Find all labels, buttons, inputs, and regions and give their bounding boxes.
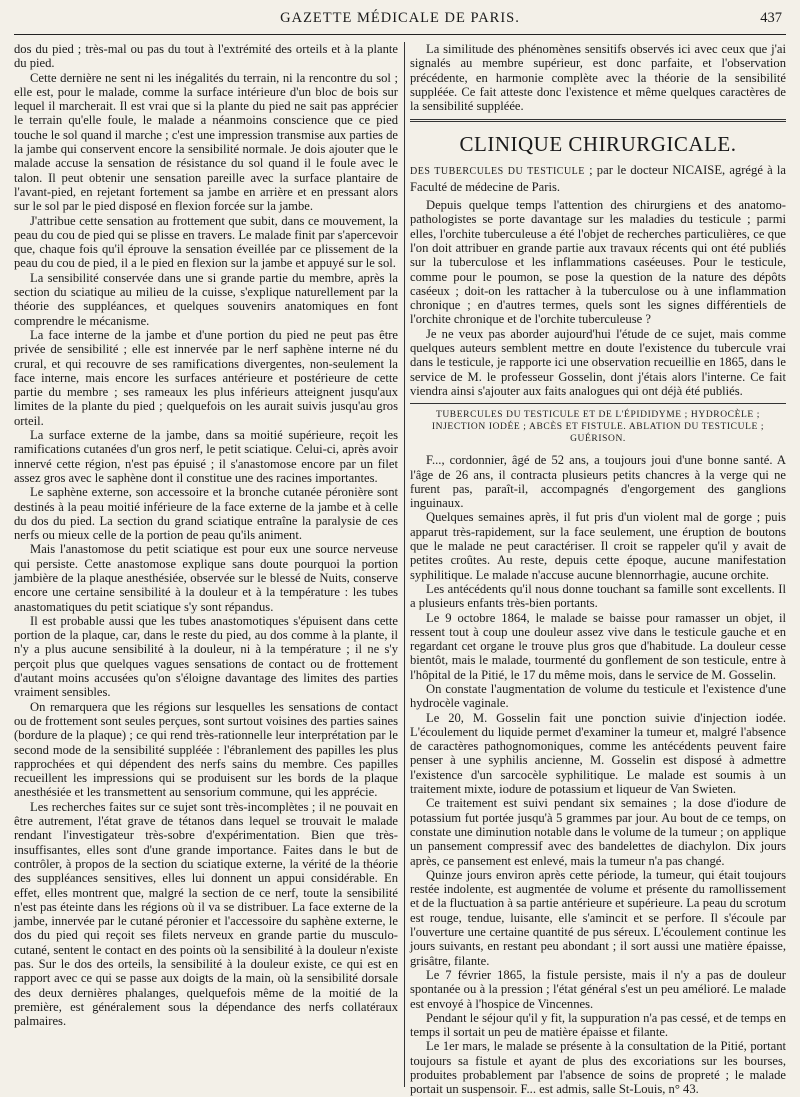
paragraph: On remarquera que les régions sur lesquelles les sensations de contact ou de frottement sont seules perçues, sont surtout voisines des parties saines (bordure de la plaque) ; ce qui rend très-rationnelle leur interprétation par le second mode de la sensibilité suppléée : l'ébranlement des papilles les plus rapprochées et qui dépendent des nerfs sains du membre. Ces papilles recueillent les impressions qui se produisent sur les bords de la plaque anesthésiée et les transmettent au sensorium commune, qui les apprécie. <box>14 699 398 800</box>
paragraph: Je ne veux pas aborder aujourd'hui l'étude de ce sujet, mais comme quelques auteurs semblent mettre en doute l'existence du tubercule vrai dans le testicule, je rapporte ici une observation recueillie en 1865, dans le service de M. le professeur Gosselin, dont j'étais alors l'interne. Ce fait viendra ainsi s'ajouter aux faits analogues qui ont déjà été publiés. <box>410 326 786 398</box>
section-title: CLINIQUE CHIRURGICALE. <box>459 132 737 157</box>
paragraph: Le 7 février 1865, la fistule persiste, mais il n'y a pas de douleur spontanée ou à la pression ; l'état général s'est un peu amélioré. Le malade est envoyé à l'hospice de Vincennes. <box>410 967 786 1011</box>
paragraph: dos du pied ; très-mal ou pas du tout à l'extrémité des orteils et à la plante du pied. <box>14 42 398 71</box>
paragraph: Le 20, M. Gosselin fait une ponction suivie d'injection iodée. L'écoulement du liquide permet d'examiner la tumeur et, malgré l'absence de caractères pathognomoniques, comme les antécédents peuvent faire penser à une syphilis ancienne, M. Gosselin est disposé à admettre l'existence d'un sarcocèle syphilitique. Le malade est soumis à un traitement mixte, iodure de potassium et liqueur de Van Swieten. <box>410 710 786 797</box>
section-rule <box>410 119 786 122</box>
paragraph: La similitude des phénomènes sensitifs observés ici avec ceux que j'ai signalés au membre supérieur, est donc parfaite, et l'observation précédente, en harmonie complète avec la théorie de la sensibilité suppléée. Ce fait atteste donc l'existence et même quelques caractères de la sensibilité suppléée. <box>410 42 786 114</box>
paragraph: La surface externe de la jambe, dans sa moitié supérieure, reçoit les ramifications cutanées d'un gros nerf, le petit sciatique. Celui-ci, après avoir innervé cette région, n'est pas épuisé ; il s'anastomose encore par un filet assez gros avec le saphène dont il constitue une des racines importantes. <box>14 428 398 485</box>
paragraph: Il est probable aussi que les tubes anastomotiques s'épuisent dans cette portion de la plaque, car, dans le reste du pied, au dos comme à la plante, il n'y a plus aucune sensibilité à la douleur, ni à la température ; il ne s'y perçoit plus que quelques vagues sensations de contact ou de frottement d'autant moins accusées qu'on s'éloigne davantage des limites des parties vraiment sensibles. <box>14 613 398 700</box>
paragraph: Le saphène externe, son accessoire et la bronche cutanée péronière sont destinés à la peau moitié inférieure de la face externe de la jambe et à celle du dos du pied. La section du grand sciatique entraîne la paralysie de ces nerfs ou mieux celle de la portion de peau qu'ils animent. <box>14 485 398 543</box>
paragraph: Ce traitement est suivi pendant six semaines ; la dose d'iodure de potassium fut portée jusqu'à 5 grammes par jour. Au bout de ce temps, on constate une diminution notable dans le volume de la tumeur ; on applique un pansement compressif avec des bandelettes de diachylon. Dix jours après, ce pansement est enlevé, mais la tumeur n'a pas changé. <box>410 796 786 868</box>
paragraph: Quelques semaines après, il fut pris d'un violent mal de gorge ; puis apparut très-rapidement, sur la face seulement, une éruption de boutons que le malade ne peut caractériser. Il croit se rappeler qu'il y avait de petites croûtes. Au reste, depuis cette époque, aucune manifestation syphilitique. Le malade n'accuse aucune blennorrhagie, aucune orchite. <box>410 510 786 582</box>
case-heading: TUBERCULES DU TESTICULE ET DE L'ÉPIDIDYME ; HYDROCÈLE ; INJECTION IODÉE ; ABCÈS ET FISTULE. ABLATION DU TESTICULE ; GUÉRISON. <box>431 410 765 445</box>
paragraph: Quinze jours environ après cette période, la tumeur, qui était toujours restée indolente, est augmentée de volume et présente du ramollissement et de la fluctuation à sa partie antérieure et supérieure. La peau du scrotum est rouge, tendue, luisante, elle s'amincit et se perfore. Il s'écoule par l'ouverture une certaine quantité de pus séreux. L'écoulement continue les jours suivants, en restant peu abondant ; il sort aussi une matière épaisse, grisâtre, filante. <box>410 867 786 968</box>
paragraph: On constate l'augmentation de volume du testicule et l'existence d'une hydrocèle vaginale. <box>410 681 786 711</box>
paragraph: Pendant le séjour qu'il y fit, la suppuration n'a pas cessé, et de temps en temps il sortait un peu de matière épaisse et filante. <box>410 1010 786 1040</box>
paragraph: F..., cordonnier, âgé de 52 ans, a toujours joui d'une bonne santé. A l'âge de 26 ans, il contracta plusieurs petits chancres à la verge qui ne furent pas, paraît-il, accompagnés d'engorgement des ganglions inguinaux. <box>410 453 786 511</box>
paragraph: Mais l'anastomose du petit sciatique est pour eux une source nerveuse qui persiste. Cette anastomose explique sans doute pourquoi la portion jambière de la plaque anesthésiée, observée sur le blessé de Nuits, conserve encore une certaine sensibilité à la douleur et à la température : les tubes anastomatiques du petit sciatique s'y sont répandus. <box>14 542 398 614</box>
page-header <box>14 8 786 35</box>
paragraph: La sensibilité conservée dans une si grande partie du membre, après la section du sciatique au milieu de la cuisse, s'explique naturellement par la théorie des suppléances, et quelques souvenirs anatomiques en font comprendre le mécanisme. <box>14 270 398 328</box>
paragraph: Cette dernière ne sent ni les inégalités du terrain, ni la rencontre du sol ; elle est, pour le malade, comme la surface intérieure d'un bloc de bois sur lequel il marcherait. Il est vrai que si la plante du pied ne sait pas apprécier le terrain qu'elle foule, le malade a néanmoins conscience que ce pied touche le sol quand il marche ; c'est une impression transmise aux parties de la jambe qui conservent encore la sensibilité normale. Je dois ajouter que le malade accuse la sensation de résistance du sol quand il le foule avec le talon. Il peut obtenir une sensation pareille avec la surface plantaire de l'avant-pied, en rejetant fortement sa jambe en arrière et en pressant alors sur le sol par le pied disposé en flexion forcée sur la jambe. <box>14 70 398 214</box>
text-columns <box>14 42 786 1097</box>
paragraph: La face interne de la jambe et d'une portion du pied ne peut pas être privée de sensibilité ; elle est innervée par le nerf saphène interne né du crural, et qui recouvre de ses ramifications divergentes, non-seulement la face interne, mais encore les surfaces antérieure et postérieure de cette partie du membre ; ses rameaux les plus inférieurs atteignent jusqu'aux limites de la plante du pied ; quelquefois on les aurait suivis jusqu'au gros orteil. <box>14 327 398 428</box>
case-rule <box>410 403 786 404</box>
right-column <box>410 42 786 1097</box>
article-subtitle-lead: DES TUBERCULES DU TESTICULE <box>410 166 585 178</box>
article-subtitle <box>410 163 786 194</box>
paragraph: J'attribue cette sensation au frottement que subit, dans ce mouvement, la peau du cou de pied qui se plisse en travers. Le malade finit par s'apercevoir que, chaque fois qu'il éprouve la sensation éveillée par ce plissement de la peau du cou de pied, il a le pied en flexion sur la jambe et appuyé sur le sol. <box>14 213 398 271</box>
journal-title: GAZETTE MÉDICALE DE PARIS. <box>280 10 520 26</box>
paragraph: Les antécédents qu'il nous donne touchant sa famille sont excellents. Il a plusieurs enfants très-bien portants. <box>410 581 786 611</box>
column-divider <box>404 42 405 1087</box>
paragraph: Depuis quelque temps l'attention des chirurgiens et des anatomo-pathologistes se porte davantage sur les maladies du testicule ; parmi elles, l'orchite tuberculeuse a été l'objet de recherches particulières, ce que l'on doit attribuer en grande partie aux travaux récents qui ont été publiés sur la tuberculose et les inflammations caséeuses. Pour le testicule, comme pour le poumon, se pose la question de la nature des dépôts caséeux ; doit-on les rattacher à la tuberculose ou à une inflammation chronique ; en d'autres termes, quels sont les signes différentiels de l'orchite chronique et de l'orchite tuberculeuse ? <box>410 198 786 327</box>
paragraph: Le 1er mars, le malade se présente à la consultation de la Pitié, portant toujours sa fistule et ayant de plus des excoriations sur les bourses, produites probablement par l'absence de soins de propreté ; le malade portait un suspensoir. F... est admis, salle St-Louis, n° 43. <box>410 1039 786 1097</box>
article-subtitle-rest: ; par le docteur NICAISE, agrégé à la Faculté de médecine de Paris. <box>410 163 786 194</box>
left-column <box>14 42 398 1087</box>
paragraph: Les recherches faites sur ce sujet sont très-incomplètes ; il ne pouvait en être autrement, l'état grave de tétanos dans lequel se trouvait le malade rendant l'investigateur très-sobre d'expérimentation. Bien que très-insuffisantes, elles sont d'une grande importance. Faites dans le but de contrôler, à propos de la section du sciatique externe, la vérité de la théorie des suppléances sensitives, elles lui donnent un appui considérable. En effet, elles montrent que, malgré la section de ce nerf, toute la sensibilité n'est pas éteinte dans les régions où il va se distribuer. La face externe de la jambe, innervée par le cutané péronier et l'accessoire du saphène externe, le dos du pied qui reçoit ses filets nerveux en grande partie du musculo-cutané, sentent le contact en des points où la sensibilité à la douleur n'existe pas. Sur le dos des orteils, la sensibilité à la douleur existe, ce qui est en rapport avec ce qui se passe aux doigts de la main, où la sensibilité dorsale des deux dernières phalanges, quelquefois même de la moitié de la première, est généralement sous la dépendance des nerfs collatéraux palmaires. <box>14 799 398 1029</box>
paragraph: Le 9 octobre 1864, le malade se baisse pour ramasser un objet, il ressent tout à coup une douleur assez vive dans le testicule gauche et en regardant cet organe le trouve plus gros que d'habitude. La douleur cesse bientôt, mais le malade, tourmenté du gonflement de son testicule, entre à l'hôpital de la Pitié, le 17 du même mois, dans le service de M. Gosselin. <box>410 610 786 682</box>
page-number: 437 <box>760 10 782 26</box>
